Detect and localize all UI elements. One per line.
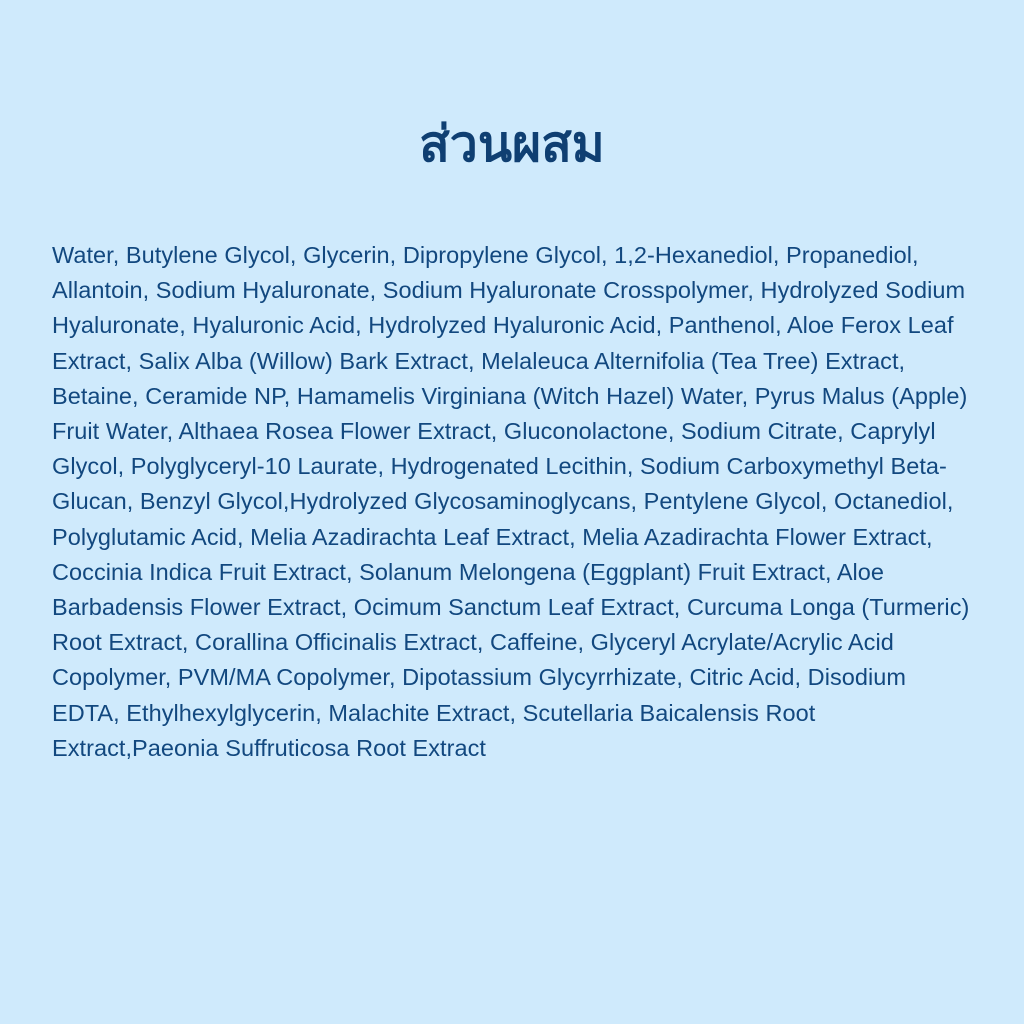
page-title: ส่วนผสม <box>419 115 605 172</box>
ingredients-list-text: Water, Butylene Glycol, Glycerin, Dipropylene Glycol, 1,2-Hexanediol, Propanediol, Allantoin, Sodium Hyaluronate, Sodium Hyaluronate Crosspolymer, Hydrolyzed Sodium Hyaluronate, Hyaluronic Acid, Hydrolyzed Hyaluronic Acid, Panthenol, Aloe Ferox Leaf Extract, Salix Alba (Willow) Bark Extract, Melaleuca Alternifolia (Tea Tree) Extract, Betaine, Ceramide NP, Hamamelis Virginiana (Witch Hazel) Water, Pyrus Malus (Apple) Fruit Water, Althaea Rosea Flower Extract, Gluconolactone, Sodium Citrate, Caprylyl Glycol, Polyglyceryl-10 Laurate, Hydrogenated Lecithin, Sodium Carboxymethyl Beta-Glucan, Benzyl Glycol,Hydrolyzed Glycosaminoglycans, Pentylene Glycol, Octanediol, Polyglutamic Acid, Melia Azadirachta Leaf Extract, Melia Azadirachta Flower Extract, Coccinia Indica Fruit Extract, Solanum Melongena (Eggplant) Fruit Extract, Aloe Barbadensis Flower Extract, Ocimum Sanctum Leaf Extract, Curcuma Longa (Turmeric) Root Extract, Corallina Officinalis Extract, Caffeine, Glyceryl Acrylate/Acrylic Acid Copolymer, PVM/MA Copolymer, Dipotassium Glycyrrhizate, Citric Acid, Disodium EDTA, Ethylhexylglycerin, Malachite Extract, Scutellaria Baicalensis Root Extract,Paeonia Suffruticosa Root Extract <box>52 242 970 761</box>
